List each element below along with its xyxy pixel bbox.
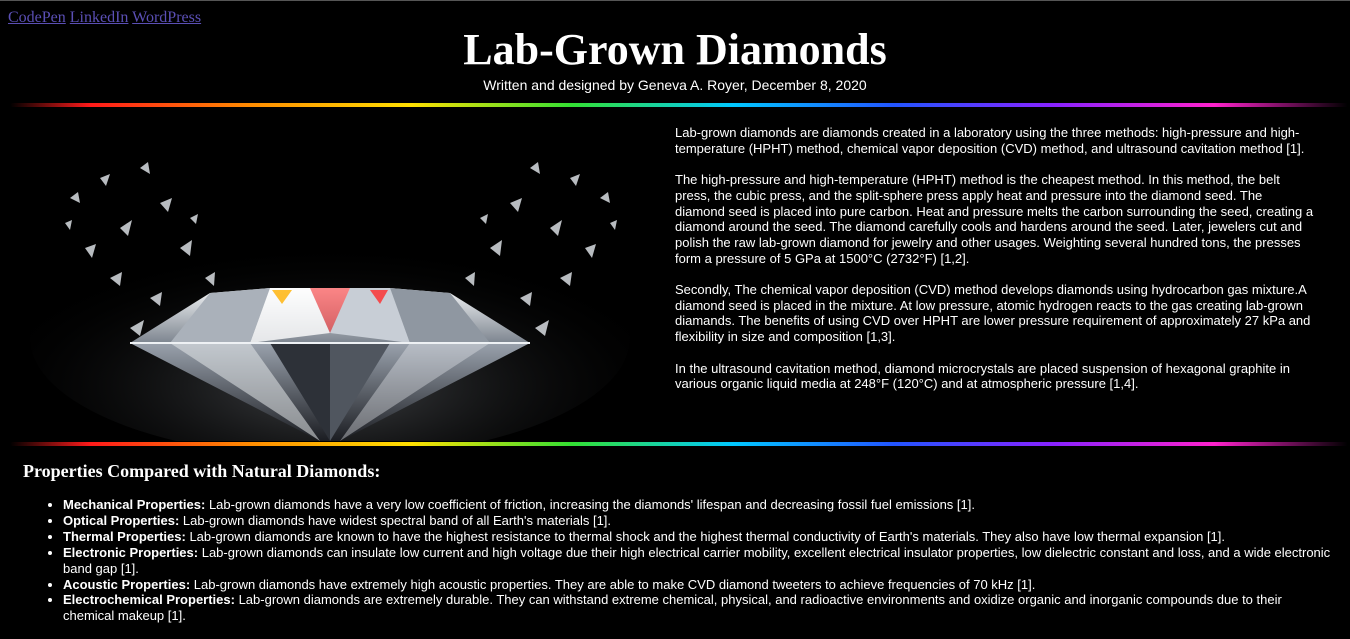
property-label: Acoustic Properties: xyxy=(63,576,191,592)
wordpress-link[interactable]: WordPress xyxy=(132,9,202,26)
property-text: Lab-grown diamonds have a very low coefficient of friction, increasing the diamonds' lifespan and decreasing fossil fuel emissions [1]. xyxy=(205,497,975,512)
list-item xyxy=(63,545,1333,577)
byline: Written and designed by Geneva A. Royer, December 8, 2020 xyxy=(483,77,867,93)
property-label: Thermal Properties: xyxy=(63,528,186,544)
property-text: Lab-grown diamonds are known to have the highest resistance to thermal shock and the highest thermal conductivity of Earth's materials. They also have low thermal expansion [1]. xyxy=(185,528,1226,544)
property-label: Optical Properties: xyxy=(63,512,180,528)
property-text: Lab-grown diamonds have widest spectral band of all Earth's materials [1]. xyxy=(179,512,612,528)
codepen-link[interactable]: CodePen xyxy=(8,9,66,26)
property-text: Lab-grown diamonds are extremely durable. They can withstand extreme chemical, physical, and radioactive environments and oxidize organic and inorganic compounds due to their chemical makeup [1]. xyxy=(63,592,1282,624)
article-paragraph: Secondly, The chemical vapor deposition (CVD) method develops diamonds using hydrocarbon gas mixture.A diamond seed is placed in the mixture. At low pressure, atomic hydrogen reacts to the gas creating lab-grown diamands. The benefits of using CVD over HPHT are lower pressure requirement of approximately 27 kPa and flexibility in size and composition [1,3]. xyxy=(675,282,1311,345)
list-item xyxy=(63,497,1333,513)
rainbow-divider-top xyxy=(10,103,1348,107)
article-body xyxy=(675,125,1315,408)
property-label: Electronic Properties: xyxy=(63,544,199,560)
property-label: Mechanical Properties: xyxy=(63,497,206,512)
list-item xyxy=(63,513,1333,529)
hero-image xyxy=(10,108,656,441)
article-paragraph: In the ultrasound cavitation method, diamond microcrystals are placed suspension of hexagonal graphite in various organic liquid media at 248°F (120°C) and at atmospheric pressure [1,4]. xyxy=(675,360,1290,392)
list-item xyxy=(63,592,1333,624)
property-text: Lab-grown diamonds have extremely high acoustic properties. They are able to make CVD diamond tweeters to achieve frequencies of 70 kHz [1]. xyxy=(190,576,1036,592)
properties-list xyxy=(23,497,1333,624)
article-paragraph: The high-pressure and high-temperature (HPHT) method is the cheapest method. In this method, the belt press, the cubic press, and the split-sphere press apply heat and pressure into the diamond seed. The diamond seed is placed into pure carbon. Heat and pressure melts the carbon surrounding the seed, creating a diamond around the seed. The diamond carefully cools and hardens around the seed. Later, jewelers cut and polish the raw lab-grown diamond for jewelry and other usages. Weighting several hundred tons, the presses form a pressure of 5 GPa at 1500°C (2732°F) [1,2]. xyxy=(675,172,1314,266)
page-title: Lab-Grown Diamonds xyxy=(463,25,887,74)
rainbow-divider-bottom xyxy=(10,442,1348,446)
article-paragraph: Lab-grown diamonds are diamonds created in a laboratory using the three methods: high-pressure and high-temperature (HPHT) method, chemical vapor deposition (CVD) method, and ultrasound cavitation method [1]. xyxy=(675,125,1305,156)
property-label: Electrochemical Properties: xyxy=(63,592,235,608)
list-item xyxy=(63,577,1333,593)
list-item xyxy=(63,529,1333,545)
properties-heading: Properties Compared with Natural Diamonds: xyxy=(23,461,381,481)
top-border xyxy=(0,0,1350,1)
property-text: Lab-grown diamonds can insulate low current and high voltage due their high electrical carrier mobility, excellent electrical insulator properties, low dielectric constant and loss, and a wide electronic band gap [1]. xyxy=(63,544,1331,576)
linkedin-link[interactable]: LinkedIn xyxy=(69,9,129,26)
diamond-icon xyxy=(10,108,656,441)
